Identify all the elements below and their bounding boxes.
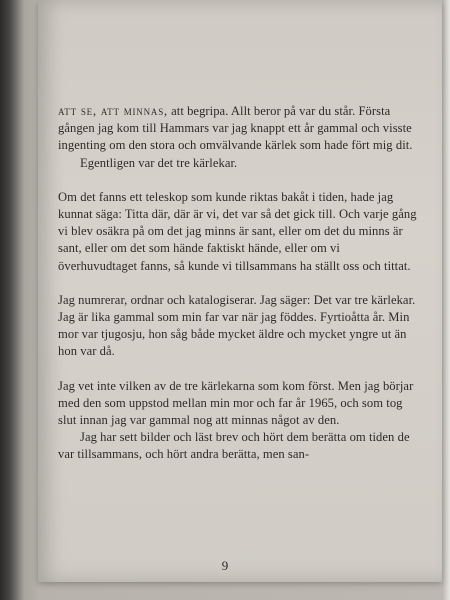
opening-smallcaps: att se, att minnas, [58,104,168,118]
paragraph-6: Jag har sett bilder och läst brev och hört dem berätta om tiden de var tillsammans, och hört andra berätta, men san- [58,430,410,462]
paragraph-1 [58,103,420,155]
page-number: 9 [221,558,229,573]
paragraph-3: Om det fanns ett teleskop som kunde riktas bakåt i tiden, hade jag kunnat säga: Titta där, där är vi, det var så det gick till. Och varje gång vi blev osäkra på om det jag minns är sant, eller om det du minns är sant, eller om det som hände faktiskt hände, eller om vi överhuvudtaget fanns, så kunde vi tillsammans ha ställt oss och tittat. [58,189,417,273]
paragraph-gap [58,361,420,378]
paragraph-4: Jag numrerar, ordnar och katalogiserar. Jag säger: Det var tre kärlekar. Jag är lika gammal som min far var när jag föddes. Fyrtioåtta år. Min mor var tjugosju, hon såg både mycket äldre och mycket yngre ut än hon var då. [58,292,416,359]
book-text [58,103,420,464]
paragraph-5: Jag vet inte vilken av de tre kärlekarna som kom först. Men jag börjar med den som uppstod mellan min mor och far år 1965, och som tog slut innan jag var gammal nog att minnas något av den. [58,378,414,428]
paragraph-gap [58,172,420,189]
next-page-edge [442,0,450,600]
paragraph-gap [58,275,420,292]
paragraph-2: Egentligen var det tre kärlekar. [80,155,238,170]
opening-rest: att begripa. Allt beror på var du står. Första gången jag kom till Hammars var jag knappt ett år gammal och visste ingenting om den stora och omvälvande kärlek som hade fört mig dit. [58,104,413,153]
